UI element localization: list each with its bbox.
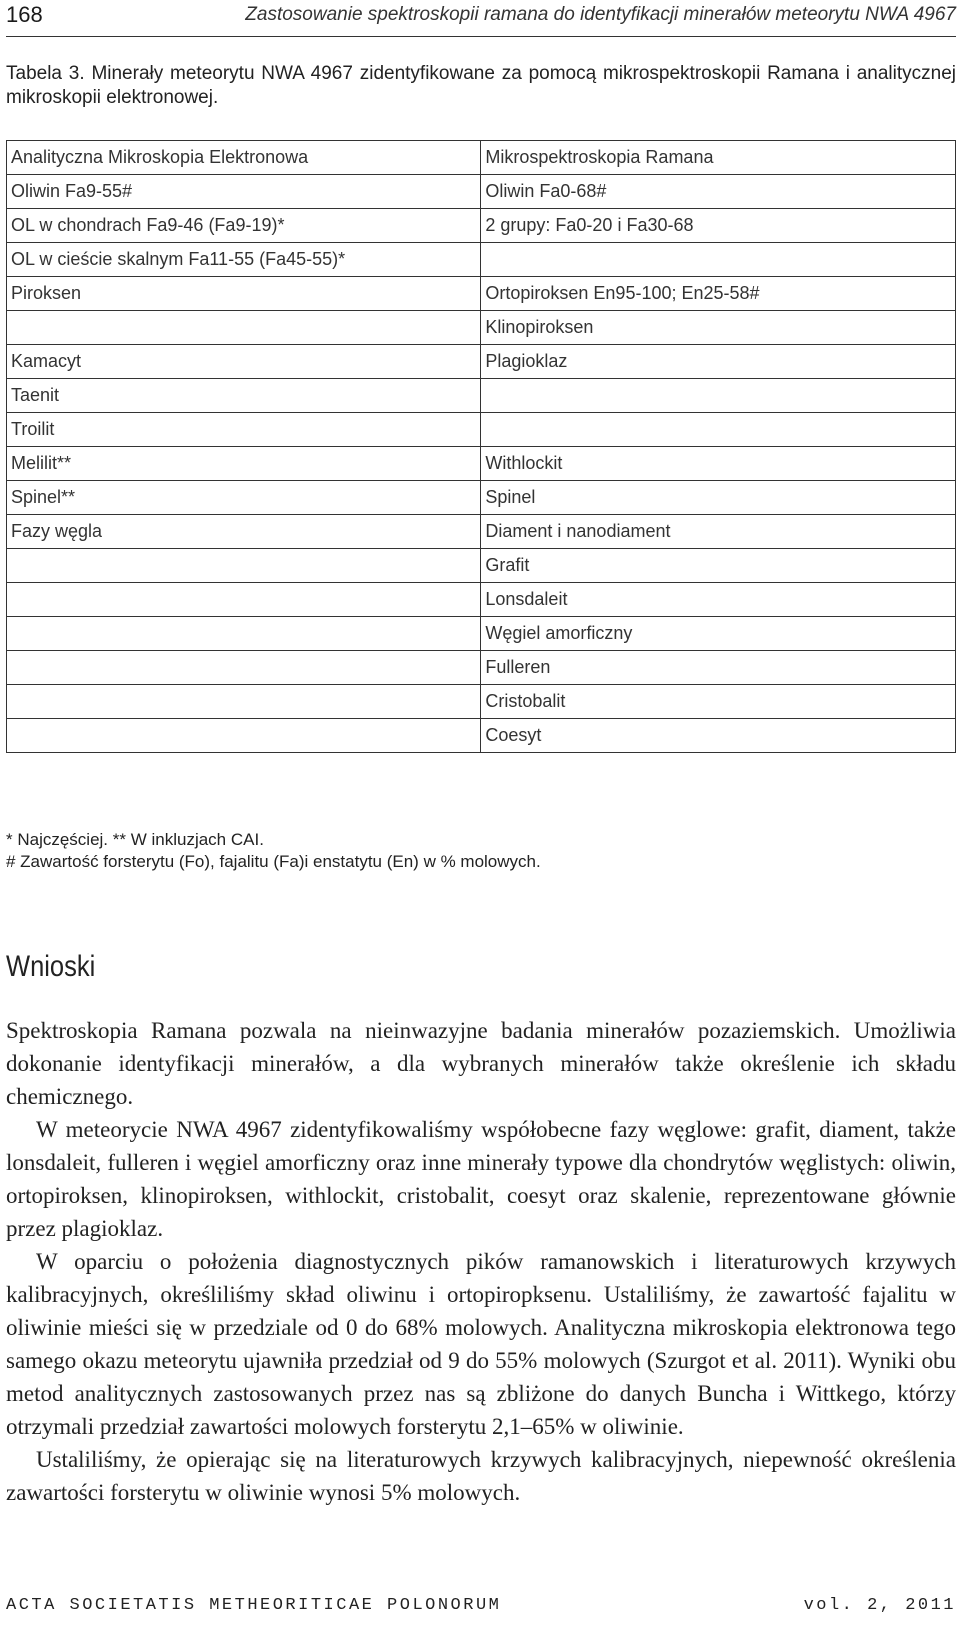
table-caption-text: Minerały meteorytu NWA 4967 zidentyfikowane za pomocą mikrospektroskopii Ramana i analitycznej mikroskopii elektronowej. [6, 63, 956, 108]
table-header-cell: Mikrospektroskopia Ramana [481, 141, 956, 175]
table-cell: Oliwin Fa0-68# [481, 175, 956, 209]
table-cell [7, 617, 481, 651]
table-cell: Taenit [7, 379, 481, 413]
table-row [7, 617, 956, 651]
table-cell: Lonsdaleit [481, 583, 956, 617]
paragraph: Ustaliliśmy, że opierając się na literaturowych krzywych kalibracyjnych, niepewność określenia zawartości forsterytu w oliwinie wynosi 5% molowych. [6, 1447, 956, 1505]
table-header-row [7, 141, 956, 175]
journal-volume: vol. 2, 2011 [803, 1596, 956, 1615]
table-cell [7, 583, 481, 617]
table-cell: Spinel [481, 481, 956, 515]
table-cell: OL w cieście skalnym Fa11-55 (Fa45-55)* [7, 243, 481, 277]
table-cell: OL w chondrach Fa9-46 (Fa9-19)* [7, 209, 481, 243]
header-rule [6, 36, 956, 37]
table-cell: Fulleren [481, 651, 956, 685]
table-cell: Piroksen [7, 277, 481, 311]
paragraph: W meteorycie NWA 4967 zidentyfikowaliśmy współobecne fazy węglowe: grafit, diament, także lonsdaleit, fulleren i węgiel amorficzny oraz inne minerały typowe dla chondrytów węglistych: oliwin, ortopiroksen, klinopiroksen, withlockit, cristobalit, coesyt oraz skalenie, reprezentowane głównie przez plagioklaz. [6, 1117, 956, 1241]
table-cell [7, 651, 481, 685]
table-cell: Fazy węgla [7, 515, 481, 549]
table-cell: Plagioklaz [481, 345, 956, 379]
table-cell [481, 379, 956, 413]
table-footnotes [6, 829, 541, 873]
table-row [7, 277, 956, 311]
table-cell: Węgiel amorficzny [481, 617, 956, 651]
table-cell: Oliwin Fa9-55# [7, 175, 481, 209]
table-header-cell: Analityczna Mikroskopia Elektronowa [7, 141, 481, 175]
journal-name: ACTA SOCIETATIS METHEORITICAE POLONORUM [6, 1596, 502, 1615]
table-row [7, 175, 956, 209]
table-row [7, 243, 956, 277]
table-row [7, 651, 956, 685]
paragraph: W oparciu o położenia diagnostycznych pików ramanowskich i literaturowych krzywych kalibracyjnych, określiliśmy skład oliwinu i ortopiropksenu. Ustaliliśmy, że zawartość fajalitu w oliwinie mieści się w przedziale od 0 do 68% molowych. Analityczna mikroskopia elektronowa tego samego okazu meteorytu ujawniła przedział od 9 do 55% molowych (Szurgot et al. 2011). Wyniki obu metod analitycznych zastosowanych przez nas są zbliżone do danych Buncha i Wittkego, którzy otrzymali przedział zawartości molowych forsterytu 2,1–65% w oliwinie. [6, 1249, 956, 1439]
table-cell: Cristobalit [481, 685, 956, 719]
table-row [7, 379, 956, 413]
table-cell [481, 413, 956, 447]
page-header [6, 0, 956, 36]
table-cell: 2 grupy: Fa0-20 i Fa30-68 [481, 209, 956, 243]
section-body [6, 1014, 956, 1509]
table-cell [7, 719, 481, 753]
table-cell: Withlockit [481, 447, 956, 481]
table-row [7, 685, 956, 719]
table-cell: Klinopiroksen [481, 311, 956, 345]
table-row [7, 209, 956, 243]
table-caption [6, 62, 956, 110]
table-cell [7, 685, 481, 719]
footnote-line: # Zawartość forsterytu (Fo), fajalitu (Fa)i enstatytu (En) w % molowych. [6, 852, 541, 871]
page-number: 168 [6, 2, 43, 27]
table-cell: Diament i nanodiament [481, 515, 956, 549]
table-row [7, 583, 956, 617]
paragraph: Spektroskopia Ramana pozwala na nieinwazyjne badania minerałów pozaziemskich. Umożliwia dokonanie identyfikacji minerałów, a dla wybranych minerałów także określenie ich składu chemicznego. [6, 1018, 956, 1109]
table-row [7, 447, 956, 481]
table-row [7, 413, 956, 447]
minerals-table [6, 140, 956, 753]
table-cell: Coesyt [481, 719, 956, 753]
section-title: Wnioski [6, 950, 96, 983]
table-cell: Troilit [7, 413, 481, 447]
table-row [7, 311, 956, 345]
table-cell [7, 549, 481, 583]
table-row [7, 515, 956, 549]
table-row [7, 719, 956, 753]
table-row [7, 345, 956, 379]
table-row [7, 481, 956, 515]
footnote-line: * Najczęściej. ** W inkluzjach CAI. [6, 830, 264, 849]
table-caption-label: Tabela 3. [6, 63, 85, 84]
table-cell: Grafit [481, 549, 956, 583]
table-row [7, 549, 956, 583]
table-cell [481, 243, 956, 277]
table-cell: Ortopiroksen En95-100; En25-58# [481, 277, 956, 311]
running-title: Zastosowanie spektroskopii ramana do identyfikacji minerałów meteorytu NWA 4967 [245, 4, 956, 25]
table-cell: Melilit** [7, 447, 481, 481]
page-footer [6, 1596, 956, 1624]
table-cell: Spinel** [7, 481, 481, 515]
table-cell [7, 311, 481, 345]
table-cell: Kamacyt [7, 345, 481, 379]
